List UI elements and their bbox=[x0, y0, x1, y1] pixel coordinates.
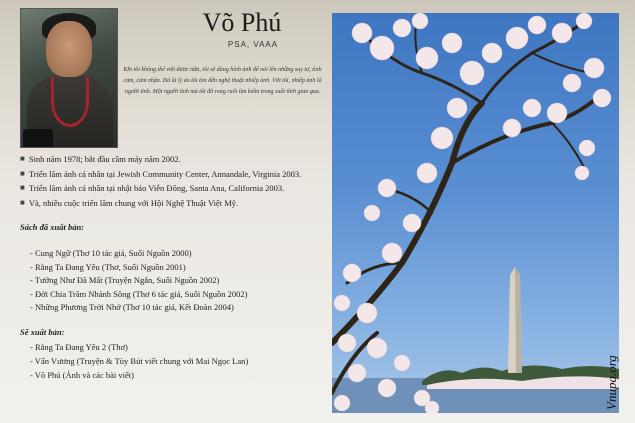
bio-item: ■ Triển lãm ảnh cá nhân tại Jewish Community Center, Annandale, Virginia 2003. bbox=[20, 167, 330, 182]
bullet-dot-icon: ■ bbox=[20, 197, 25, 207]
list-item: - Cung Ngữ (Thơ 10 tác giả, Suối Nguồn 2000) bbox=[30, 248, 192, 258]
bio-item: ■ Và, nhiều cuộc triển lãm chung với Hội Nghệ Thuật Việt Mỹ. bbox=[20, 196, 330, 211]
bio-list bbox=[20, 152, 330, 210]
bio-item: ■ Triển lãm ảnh cá nhân tại nhật báo Viễn Đông, Santa Ana, California 2003. bbox=[20, 181, 330, 196]
site-watermark: Vnupa.org bbox=[604, 355, 619, 410]
author-quote: Khi tôi không thể viết được nữa, tôi sẽ dùng hình ảnh để nói lên những suy tư, tình cảm, cảm nhận. Đó là lý do tôi tìm đến nghệ thuật nhiếp ảnh. Với tôi, nhiếp ảnh là người tình. Một người tình mà tôi đã rong ruổi tìm kiếm trong suốt thời gian qua. bbox=[123, 67, 322, 95]
list-item: - Tưởng Như Đã Mất (Truyện Ngắn, Suối Nguồn 2002) bbox=[30, 275, 220, 286]
author-portrait bbox=[20, 8, 118, 148]
published-list bbox=[30, 247, 330, 315]
list-item: - Những Phương Trời Nhớ (Thơ 10 tác giả, Kết Đoàn 2004) bbox=[30, 302, 234, 313]
author-honors: PSA, VAAA bbox=[227, 40, 279, 49]
list-item: - Rằng Ta Đang Yêu (Thơ, Suối Nguồn 2001) bbox=[30, 261, 186, 272]
author-name: Võ Phú bbox=[202, 8, 282, 37]
list-item: - Vấn Vương (Truyện & Tùy Bút viết chung với Mai Ngọc Lan) bbox=[30, 356, 249, 366]
bullet-dot-icon: ■ bbox=[20, 154, 25, 163]
list-item: - Võ Phú (Ảnh và các bài viết) bbox=[30, 370, 134, 380]
upcoming-heading: Sẽ xuất bản: bbox=[20, 327, 65, 337]
list-item: - Rằng Ta Đang Yêu 2 (Thơ) bbox=[30, 342, 128, 352]
upcoming-list bbox=[30, 340, 330, 382]
published-heading: Sách đã xuất bản: bbox=[20, 222, 84, 232]
bullet-dot-icon: ■ bbox=[20, 183, 25, 192]
bullet-dot-icon: ■ bbox=[20, 168, 25, 178]
cherry-blossom-monument-photo bbox=[332, 13, 619, 413]
list-item: - Đời Chia Trăm Nhánh Sông (Thơ 6 tác giả, Suối Nguồn 2002) bbox=[30, 288, 248, 299]
bio-item: ■ Sinh năm 1978; bắt đầu cầm máy năm 2002. bbox=[20, 152, 330, 167]
